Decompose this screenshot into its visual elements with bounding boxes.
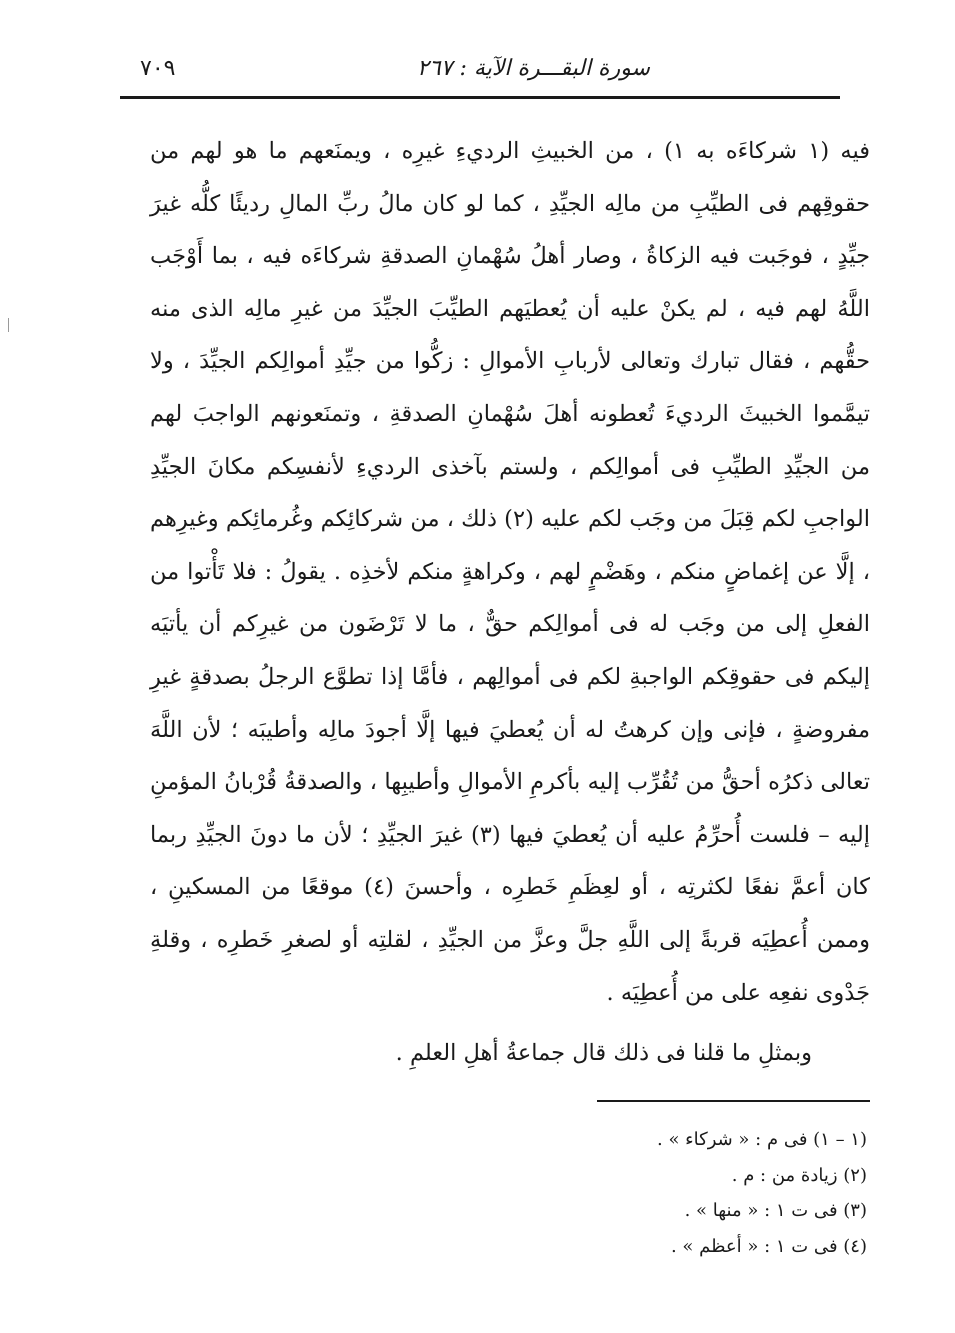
footnote: (٢) زيادة من : م . [731, 1164, 867, 1186]
paragraph: وبمثلِ ما قلنا فى ذلك قال جماعةُ أهلِ العلمِ . [395, 1040, 812, 1067]
footnote: (٣) فى ت ١ : « منها » . [684, 1200, 867, 1221]
footnote: (٤) فى ت ١ : « أعظم » . [670, 1235, 867, 1257]
paragraph: فيه (١ شركاءَه به ١) ، من الخبيثِ الرديءِ غيرِه ، ويمنَعهم ما هو لهم من حقوقِهم فى الطيِّبِ من مالِه الجيِّدِ ، كما لو كان مالُ ربِّ المالِ رديئًا كلُّه غيرَ جيِّدٍ ، فوجَبت فيه الزكاةُ ، وصار أهلُ سُهْمانِ الصدقةِ شركاءَه فيه ، بما أَوْجَب اللَّهُ لهم فيه ، لم يكنْ عليه أن يُعطيَهم الطيِّبَ الجيِّدَ من غيرِ مالِه الذى منه حقُّهم ، فقال تبارك وتعالى لأربابِ الأموالِ : زكُّوا من جيِّدِ أموالِكم الجيِّدَ ، ولا تيمَّموا الخبيثَ الرديءَ تُعطونه أهلَ سُهْمانِ الصدقةِ ، وتمنَعونهم الواجبَ لهم من الجيِّدِ الطيِّبِ فى أموالِكم ، ولستم بآخذى الرديءِ لأنفسِكم مكانَ الجيِّدِ الواجبِ لكم قِبَلَ من وجَب لكم عليه (٢) ذلك ، من شركائِكم وغُرمائِكم وغيرِهم ، إلَّا عن إغماضٍ منكم ، وهَضْمٍ لهم ، وكراهةٍ منكم لأخذِه . يقولُ : فلا تَأْتوا من الفعلِ إلى من وجَب له فى أموالِكم حقٌّ ، ما لا تَرْضَون من غيرِكم أن يأتيَه إليكم فى حقوقِكم الواجبةِ لكم فى أموالِهم ، فأمَّا إذا تطوَّع الرجلُ بصدقةٍ غيرِ مفروضةٍ ، فإنى وإن كرهتُ له أن يُعطيَ فيها إلَّا أجودَ مالِه وأطيبَه ؛ لأن اللَّهَ تعالى ذكرُه أحقُّ من تُقُرِّب إليه بأكرمِ الأموالِ وأطيبِها ، والصدقةُ قُرْبانُ المؤمنِ إليه – فلست أُحرِّمُ عليه أن يُعطيَ فيها (٣) غيرَ الجيِّدِ ؛ لأن ما دونَ الجيِّدِ ربما كان أعمَّ نفعًا لكثرتِه ، أو لعِظَمِ خَطرِه ، وأحسنَ (٤) موقعًا من المسكينِ ، وممن أُعطِيَه قربةً إلى اللَّهِ جلَّ وعزَّ من الجيِّدِ ، لقلتِه أو لصغرِ خَطرِه ، وقلةِ جَدْوى نفعِه على من أُعطِيَه . [150, 138, 871, 1006]
footnote: (١ – ١) فى م : « شركاء » . [657, 1129, 867, 1150]
page-number: ٧٠٩ [140, 56, 176, 81]
margin-mark [8, 318, 9, 332]
footnotes-list [367, 1122, 867, 1264]
main-text [150, 125, 870, 1080]
footnote-rule [597, 1100, 870, 1102]
page-header [140, 52, 830, 98]
running-head: سورة البقـــرة الآية : ٢٦٧ [417, 56, 650, 81]
header-rule [120, 96, 840, 99]
